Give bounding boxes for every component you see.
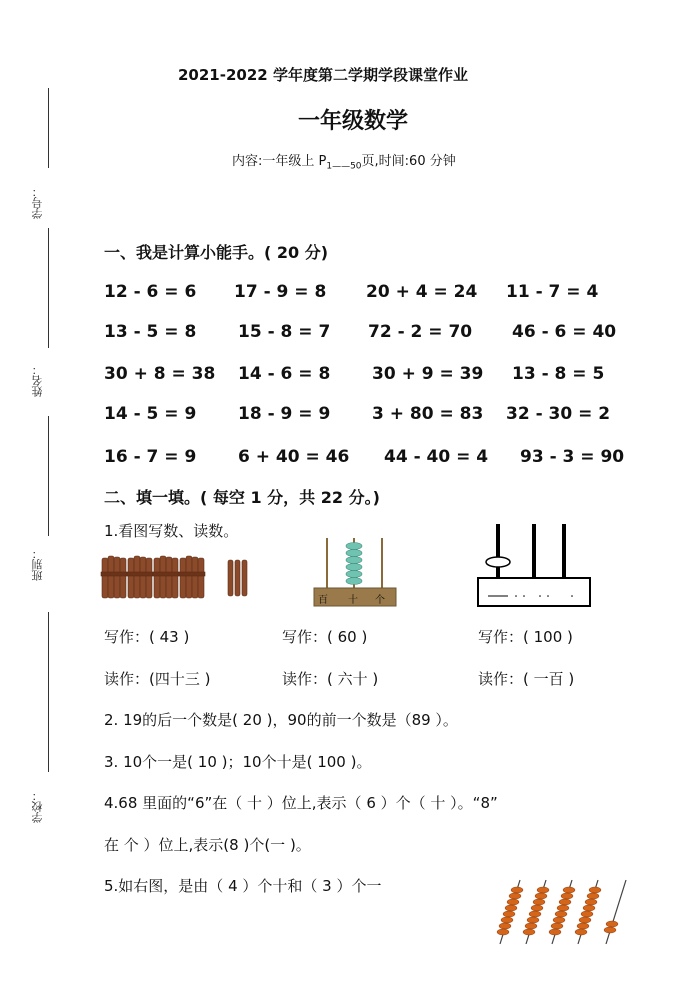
class-label: 班别： bbox=[31, 548, 44, 581]
stick-bundle bbox=[153, 556, 179, 598]
counter-frame-illustration bbox=[474, 520, 594, 608]
stick-bundles-illustration bbox=[100, 552, 252, 602]
question-3: 3. 10个一是( 10 )；10个十是( 100 )。 bbox=[104, 753, 372, 771]
page-title: 2021-2022 学年度第二学期学段课堂作业 bbox=[178, 66, 468, 84]
abacus-ones-label: 个 bbox=[375, 595, 385, 606]
abacus-tens-label: 十 bbox=[348, 595, 358, 606]
write-answer-1: 写作：( 43 ) bbox=[104, 628, 190, 646]
school-label: 学校： bbox=[31, 790, 44, 823]
content-info bbox=[232, 150, 456, 172]
content-info-prefix: 内容:一年级上 P bbox=[232, 154, 327, 169]
equation: 93 - 3 = 90 bbox=[520, 447, 625, 467]
subject-title: 一年级数学 bbox=[298, 109, 409, 134]
counter-bead bbox=[486, 557, 510, 567]
equation: 30 + 9 = 39 bbox=[372, 364, 484, 384]
abacus-hundreds-label: 百 bbox=[318, 595, 328, 606]
write-answer-3: 写作：( 100 ) bbox=[478, 628, 573, 646]
question-4-line-2: 在 个 ）位上,表示(8 )个(一 )。 bbox=[104, 836, 311, 854]
binding-line-2 bbox=[48, 228, 49, 348]
equation: 30 + 8 = 38 bbox=[104, 364, 216, 384]
equation: 14 - 6 = 8 bbox=[238, 364, 331, 384]
bead-sticks-illustration bbox=[490, 876, 640, 948]
equation: 32 - 30 = 2 bbox=[506, 404, 611, 424]
stick-bundle bbox=[127, 556, 153, 598]
question-4-line-1: 4.68 里面的“6”在（ 十 ）位上,表示（ 6 ）个（ 十 ）。“8” bbox=[104, 794, 498, 812]
read-answer-1: 读作：(四十三 ) bbox=[104, 670, 211, 688]
equation: 46 - 6 = 40 bbox=[512, 322, 617, 342]
loose-sticks bbox=[228, 560, 247, 596]
section1-heading: 一、我是计算小能手。( 20 分) bbox=[104, 243, 329, 262]
stick-bundle bbox=[179, 556, 205, 598]
equation: 11 - 7 = 4 bbox=[506, 282, 599, 302]
equation: 44 - 40 = 4 bbox=[384, 447, 489, 467]
abacus-beads bbox=[346, 543, 362, 585]
read-answer-2: 读作：( 六十 ) bbox=[282, 670, 379, 688]
question-2: 2. 19的后一个数是( 20 )，90的前一个数是（89 ）。 bbox=[104, 711, 458, 729]
equation: 20 + 4 = 24 bbox=[366, 282, 478, 302]
section2-heading: 二、填一填。( 每空 1 分，共 22 分。) bbox=[104, 488, 380, 507]
equation: 18 - 9 = 9 bbox=[238, 404, 331, 424]
bead-stick bbox=[523, 887, 549, 935]
bead-stick bbox=[575, 887, 601, 935]
equation: 6 + 40 = 46 bbox=[238, 447, 350, 467]
student-name-label: 姓名： bbox=[31, 364, 44, 397]
equation: 12 - 6 = 6 bbox=[104, 282, 197, 302]
question-5: 5.如右图，是由（ 4 ）个十和（ 3 ）个一 bbox=[104, 877, 382, 895]
student-number-label: 学号： bbox=[31, 186, 44, 219]
bead-stick bbox=[549, 887, 575, 935]
equation: 3 + 80 = 83 bbox=[372, 404, 484, 424]
equation: 15 - 8 = 7 bbox=[238, 322, 331, 342]
equation: 17 - 9 = 8 bbox=[234, 282, 327, 302]
equation: 13 - 5 = 8 bbox=[104, 322, 197, 342]
bead-stick bbox=[497, 887, 523, 935]
write-answer-2: 写作：( 60 ) bbox=[282, 628, 368, 646]
binding-line-3 bbox=[48, 416, 49, 536]
bead-stick-partial bbox=[604, 921, 618, 933]
equation: 14 - 5 = 9 bbox=[104, 404, 197, 424]
equation: 72 - 2 = 70 bbox=[368, 322, 473, 342]
binding-line-1 bbox=[48, 88, 49, 168]
question-1: 1.看图写数、读数。 bbox=[104, 522, 239, 540]
equation: 13 - 8 = 5 bbox=[512, 364, 605, 384]
read-answer-3: 读作：( 一百 ) bbox=[478, 670, 575, 688]
equation: 16 - 7 = 9 bbox=[104, 447, 197, 467]
content-info-suffix: 页,时间:60 分钟 bbox=[361, 154, 456, 169]
stick-bundle bbox=[101, 556, 127, 598]
content-info-pages: 1——50 bbox=[326, 161, 362, 172]
binding-line-4 bbox=[48, 612, 49, 772]
